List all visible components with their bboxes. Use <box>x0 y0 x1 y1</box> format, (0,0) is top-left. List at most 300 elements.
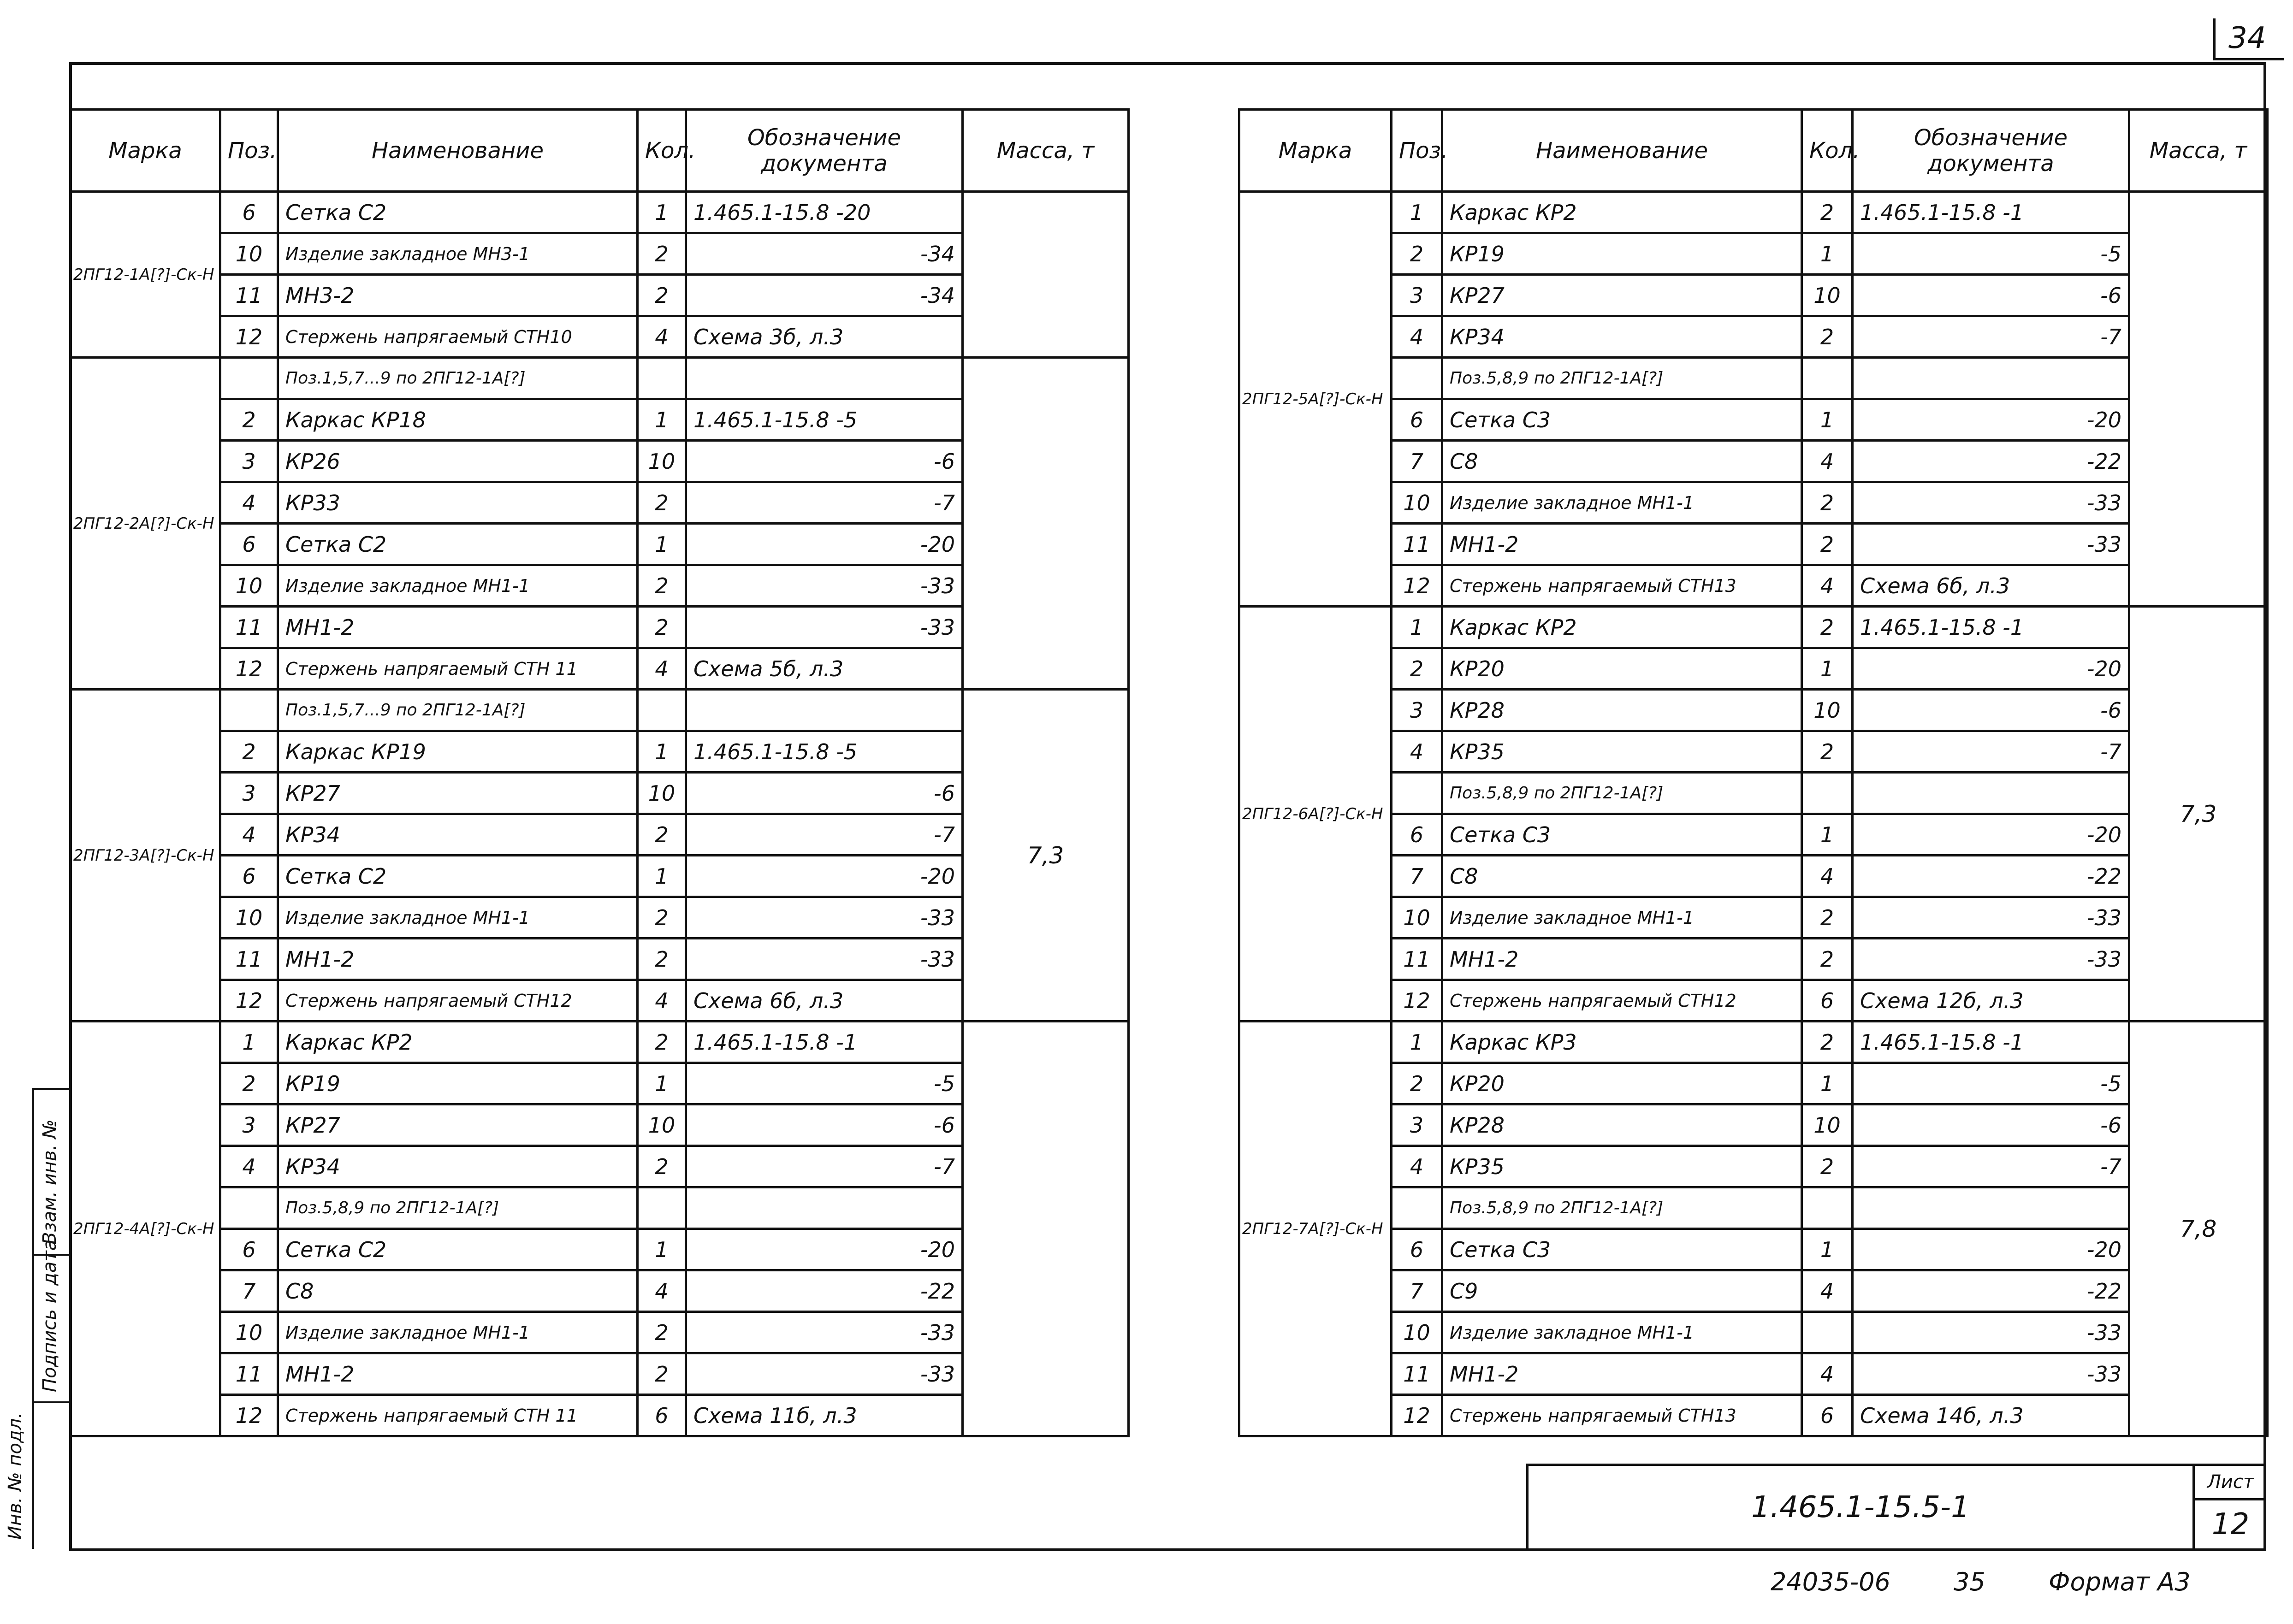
qty-cell: 1 <box>1802 648 1853 690</box>
mass-cell <box>963 192 1129 358</box>
doc-cell: -33 <box>686 565 963 607</box>
qty-cell: 6 <box>1802 1395 1853 1436</box>
doc-cell: -33 <box>686 1353 963 1395</box>
qty-cell: 10 <box>638 773 686 814</box>
name-cell: КР27 <box>278 1104 638 1146</box>
table-row <box>1239 814 2268 856</box>
table-row <box>1239 1063 2268 1104</box>
pos-cell: 11 <box>220 939 278 980</box>
qty-cell: 2 <box>1802 524 1853 565</box>
qty-cell <box>1802 773 1853 814</box>
name-cell: Каркас КР3 <box>1442 1022 1802 1063</box>
doc-cell: -6 <box>1853 275 2129 316</box>
name-cell: МН1-2 <box>278 1353 638 1395</box>
table-row <box>1239 1022 2268 1063</box>
name-cell: Стержень напрягаемый СТН 11 <box>278 648 638 690</box>
qty-cell <box>1802 358 1853 399</box>
pos-cell: 6 <box>220 856 278 897</box>
name-cell: Сетка С3 <box>1442 1229 1802 1270</box>
qty-cell: 2 <box>638 1022 686 1063</box>
name-cell: Стержень напрягаемый СТН12 <box>278 980 638 1022</box>
doc-cell: -33 <box>686 897 963 939</box>
table-row <box>1239 192 2268 233</box>
doc-cell: Схема 11б, л.3 <box>686 1395 963 1436</box>
pos-cell <box>220 358 278 399</box>
pos-cell: 10 <box>220 565 278 607</box>
doc-cell: -33 <box>1853 939 2129 980</box>
pos-cell: 11 <box>220 275 278 316</box>
mark-cell: 2ПГ12-1А[?]-Ск-Н <box>71 192 220 358</box>
page-number: 34 <box>2213 18 2284 60</box>
doc-cell: -33 <box>1853 524 2129 565</box>
name-cell: Стержень напрягаемый СТН10 <box>278 316 638 358</box>
table-row <box>1239 856 2268 897</box>
doc-cell: -33 <box>1853 1353 2129 1395</box>
name-cell: Сетка С2 <box>278 192 638 233</box>
doc-cell: 1.465.1-15.8 -5 <box>686 731 963 773</box>
pos-cell: 11 <box>220 607 278 648</box>
table-row <box>1239 1104 2268 1146</box>
mass-cell: 7,8 <box>2129 1022 2268 1436</box>
mark-cell: 2ПГ12-5А[?]-Ск-Н <box>1239 192 1392 607</box>
doc-cell: Схема 14б, л.3 <box>1853 1395 2129 1436</box>
pos-cell: 1 <box>1392 607 1442 648</box>
pos-cell: 1 <box>220 1022 278 1063</box>
pos-cell: 6 <box>220 192 278 233</box>
qty-cell: 4 <box>1802 1270 1853 1312</box>
doc-cell: -33 <box>1853 897 2129 939</box>
qty-cell: 10 <box>638 1104 686 1146</box>
copy-number: 35 <box>1954 1567 1985 1596</box>
doc-cell: -33 <box>686 939 963 980</box>
table-row <box>1239 275 2268 316</box>
approval-strip <box>0 1088 69 1549</box>
doc-cell <box>1853 358 2129 399</box>
qty-cell: 1 <box>638 399 686 441</box>
pos-cell: 2 <box>220 731 278 773</box>
name-cell: Стержень напрягаемый СТН13 <box>1442 1395 1802 1436</box>
pos-cell <box>220 1187 278 1229</box>
qty-cell: 4 <box>1802 1353 1853 1395</box>
qty-cell: 1 <box>638 1063 686 1104</box>
qty-cell: 1 <box>638 1229 686 1270</box>
pos-cell: 7 <box>1392 441 1442 482</box>
table-row <box>1239 773 2268 814</box>
doc-cell: -7 <box>686 1146 963 1187</box>
sheet-cell <box>2192 1466 2266 1549</box>
qty-cell: 2 <box>638 275 686 316</box>
table-row <box>1239 1146 2268 1187</box>
doc-cell: Схема 12б, л.3 <box>1853 980 2129 1022</box>
pos-cell: 12 <box>1392 565 1442 607</box>
qty-cell: 2 <box>638 1353 686 1395</box>
qty-cell: 2 <box>638 565 686 607</box>
name-cell: Стержень напрягаемый СТН 11 <box>278 1395 638 1436</box>
qty-cell: 2 <box>1802 897 1853 939</box>
doc-cell: -5 <box>1853 1063 2129 1104</box>
name-cell: Каркас КР2 <box>278 1022 638 1063</box>
doc-cell: -22 <box>686 1270 963 1312</box>
doc-cell: -34 <box>686 233 963 275</box>
strip-label-replace: Взам. инв. № <box>39 1119 60 1245</box>
pos-cell: 11 <box>1392 1353 1442 1395</box>
qty-cell: 4 <box>1802 856 1853 897</box>
sheet-label: Лист <box>2195 1466 2266 1500</box>
pos-cell: 4 <box>1392 731 1442 773</box>
name-cell: С9 <box>1442 1270 1802 1312</box>
qty-cell: 1 <box>638 524 686 565</box>
doc-cell: -20 <box>686 524 963 565</box>
mark-cell: 2ПГ12-2А[?]-Ск-Н <box>71 358 220 690</box>
sheet-value: 12 <box>2211 1507 2250 1541</box>
col-header-name: Наименование <box>278 110 638 192</box>
qty-cell <box>638 358 686 399</box>
pos-cell: 12 <box>220 316 278 358</box>
doc-cell: -22 <box>1853 1270 2129 1312</box>
doc-cell: -20 <box>1853 648 2129 690</box>
pos-cell: 4 <box>220 814 278 856</box>
table-row <box>1239 980 2268 1022</box>
name-cell: Поз.1,5,7...9 по 2ПГ12-1А[?] <box>278 358 638 399</box>
pos-cell: 2 <box>220 399 278 441</box>
qty-cell: 1 <box>1802 1229 1853 1270</box>
doc-cell: Схема 6б, л.3 <box>1853 565 2129 607</box>
doc-cell: 1.465.1-15.8 -1 <box>1853 1022 2129 1063</box>
pos-cell: 10 <box>220 233 278 275</box>
pos-cell: 3 <box>1392 690 1442 731</box>
doc-cell: 1.465.1-15.8 -1 <box>1853 607 2129 648</box>
pos-cell: 3 <box>1392 1104 1442 1146</box>
doc-cell: Схема 3б, л.3 <box>686 316 963 358</box>
doc-cell: -33 <box>1853 1312 2129 1353</box>
format-label: Формат А3 <box>2049 1567 2191 1596</box>
name-cell: Сетка С2 <box>278 856 638 897</box>
qty-cell: 6 <box>638 1395 686 1436</box>
pos-cell <box>1392 773 1442 814</box>
pos-cell: 4 <box>1392 1146 1442 1187</box>
doc-cell: -6 <box>686 441 963 482</box>
name-cell: Сетка С2 <box>278 1229 638 1270</box>
table-row <box>1239 731 2268 773</box>
spec-table-left-body <box>71 192 1129 1436</box>
pos-cell: 3 <box>220 1104 278 1146</box>
qty-cell: 4 <box>638 1270 686 1312</box>
doc-cell: 1.465.1-15.8 -1 <box>686 1022 963 1063</box>
pos-cell: 12 <box>220 980 278 1022</box>
name-cell: Сетка С3 <box>1442 399 1802 441</box>
qty-cell: 4 <box>1802 565 1853 607</box>
doc-cell: -22 <box>1853 856 2129 897</box>
doc-cell: -6 <box>686 1104 963 1146</box>
qty-cell: 2 <box>1802 731 1853 773</box>
table-row <box>1239 316 2268 358</box>
pos-cell: 6 <box>1392 399 1442 441</box>
pos-cell: 12 <box>220 648 278 690</box>
qty-cell: 2 <box>638 939 686 980</box>
name-cell: КР34 <box>1442 316 1802 358</box>
qty-cell: 2 <box>638 482 686 524</box>
name-cell: Каркас КР18 <box>278 399 638 441</box>
spec-table-right-body <box>1239 192 2268 1436</box>
table-row <box>1239 690 2268 731</box>
pos-cell: 10 <box>220 897 278 939</box>
name-cell: КР35 <box>1442 731 1802 773</box>
table-row <box>71 358 1129 399</box>
doc-cell: -7 <box>1853 316 2129 358</box>
name-cell: Изделие закладное МН1-1 <box>278 1312 638 1353</box>
table-row <box>1239 1187 2268 1229</box>
doc-cell <box>686 358 963 399</box>
qty-cell <box>638 690 686 731</box>
table-row <box>1239 1395 2268 1436</box>
qty-cell: 2 <box>638 897 686 939</box>
name-cell: Стержень напрягаемый СТН12 <box>1442 980 1802 1022</box>
name-cell: МН1-2 <box>278 939 638 980</box>
name-cell: КР33 <box>278 482 638 524</box>
qty-cell: 1 <box>1802 1063 1853 1104</box>
doc-cell <box>1853 773 2129 814</box>
name-cell: КР19 <box>278 1063 638 1104</box>
pos-cell: 7 <box>1392 856 1442 897</box>
name-cell: Каркас КР2 <box>1442 192 1802 233</box>
col-header-qty: Кол. <box>638 110 686 192</box>
pos-cell: 1 <box>1392 1022 1442 1063</box>
doc-cell <box>686 1187 963 1229</box>
name-cell: Каркас КР2 <box>1442 607 1802 648</box>
doc-cell: 1.465.1-15.8 -1 <box>1853 192 2129 233</box>
mark-cell: 2ПГ12-3А[?]-Ск-Н <box>71 690 220 1022</box>
strip-divider <box>32 1088 69 1090</box>
mass-cell: 7,3 <box>963 690 1129 1022</box>
name-cell: МН3-2 <box>278 275 638 316</box>
qty-cell: 1 <box>1802 399 1853 441</box>
qty-cell: 2 <box>1802 607 1853 648</box>
qty-cell: 4 <box>638 980 686 1022</box>
doc-cell: -33 <box>686 1312 963 1353</box>
doc-cell: 1.465.1-15.8 -20 <box>686 192 963 233</box>
table-row <box>1239 1229 2268 1270</box>
table-row <box>1239 1353 2268 1395</box>
pos-cell: 7 <box>220 1270 278 1312</box>
col-header-doc: Обозначение документа <box>686 110 963 192</box>
mass-cell <box>2129 192 2268 607</box>
name-cell: С8 <box>1442 856 1802 897</box>
qty-cell: 2 <box>638 814 686 856</box>
doc-cell: -6 <box>1853 1104 2129 1146</box>
mass-cell <box>963 358 1129 690</box>
pos-cell: 4 <box>1392 316 1442 358</box>
strip-divider <box>32 1401 69 1403</box>
pos-cell <box>220 690 278 731</box>
name-cell: КР34 <box>278 814 638 856</box>
name-cell: Изделие закладное МН1-1 <box>278 897 638 939</box>
qty-cell <box>638 1187 686 1229</box>
spec-table-right <box>1238 108 2269 1437</box>
qty-cell: 2 <box>638 1312 686 1353</box>
qty-cell <box>1802 1187 1853 1229</box>
table-row <box>1239 441 2268 482</box>
table-row <box>1239 399 2268 441</box>
name-cell: Поз.5,8,9 по 2ПГ12-1А[?] <box>278 1187 638 1229</box>
name-cell: КР35 <box>1442 1146 1802 1187</box>
name-cell: Поз.5,8,9 по 2ПГ12-1А[?] <box>1442 773 1802 814</box>
qty-cell: 10 <box>638 441 686 482</box>
qty-cell: 4 <box>1802 441 1853 482</box>
mass-cell <box>963 1022 1129 1436</box>
name-cell: Поз.5,8,9 по 2ПГ12-1А[?] <box>1442 1187 1802 1229</box>
qty-cell: 4 <box>638 316 686 358</box>
name-cell: Изделие закладное МН1-1 <box>1442 482 1802 524</box>
name-cell: КР19 <box>1442 233 1802 275</box>
name-cell: Стержень напрягаемый СТН13 <box>1442 565 1802 607</box>
name-cell: Сетка С3 <box>1442 814 1802 856</box>
mass-cell: 7,3 <box>2129 607 2268 1022</box>
qty-cell: 4 <box>638 648 686 690</box>
name-cell: Поз.5,8,9 по 2ПГ12-1А[?] <box>1442 358 1802 399</box>
col-header-qty: Кол. <box>1802 110 1853 192</box>
document-code: 1.465.1-15.5-1 <box>1751 1490 1970 1524</box>
table-row <box>1239 897 2268 939</box>
pos-cell: 2 <box>1392 648 1442 690</box>
table-header-row <box>1239 110 2268 192</box>
strip-label-inv: Инв. № подл. <box>5 1412 26 1540</box>
table-row <box>1239 565 2268 607</box>
table-row <box>1239 607 2268 648</box>
doc-cell: -6 <box>686 773 963 814</box>
doc-cell: -20 <box>686 856 963 897</box>
doc-cell: 1.465.1-15.8 -5 <box>686 399 963 441</box>
col-header-mark: Марка <box>1239 110 1392 192</box>
qty-cell: 2 <box>638 607 686 648</box>
pos-cell: 6 <box>1392 814 1442 856</box>
table-row <box>1239 1270 2268 1312</box>
pos-cell: 4 <box>220 482 278 524</box>
table-row <box>71 1022 1129 1063</box>
name-cell: МН1-2 <box>278 607 638 648</box>
name-cell: КР20 <box>1442 648 1802 690</box>
doc-cell: -34 <box>686 275 963 316</box>
spec-table-left <box>69 108 1130 1437</box>
doc-cell: -7 <box>686 814 963 856</box>
table-row <box>1239 648 2268 690</box>
pos-cell: 10 <box>220 1312 278 1353</box>
pos-cell <box>1392 358 1442 399</box>
table-header-row <box>71 110 1129 192</box>
pos-cell: 3 <box>220 773 278 814</box>
qty-cell: 2 <box>1802 939 1853 980</box>
archive-number: 24035-06 <box>1771 1567 1890 1596</box>
name-cell: КР28 <box>1442 1104 1802 1146</box>
qty-cell: 2 <box>638 233 686 275</box>
doc-cell: Схема 6б, л.3 <box>686 980 963 1022</box>
qty-cell: 2 <box>1802 482 1853 524</box>
pos-cell: 2 <box>1392 233 1442 275</box>
qty-cell: 10 <box>1802 1104 1853 1146</box>
pos-cell: 10 <box>1392 897 1442 939</box>
doc-cell: -33 <box>686 607 963 648</box>
pos-cell: 4 <box>220 1146 278 1187</box>
name-cell: Сетка С2 <box>278 524 638 565</box>
name-cell: С8 <box>1442 441 1802 482</box>
doc-cell: Схема 5б, л.3 <box>686 648 963 690</box>
doc-cell: -7 <box>1853 731 2129 773</box>
doc-cell: -33 <box>1853 482 2129 524</box>
name-cell: Изделие закладное МН1-1 <box>1442 897 1802 939</box>
name-cell: Изделие закладное МН1-1 <box>278 565 638 607</box>
col-header-doc: Обозначение документа <box>1853 110 2129 192</box>
qty-cell: 1 <box>638 856 686 897</box>
pos-cell: 11 <box>220 1353 278 1395</box>
pos-cell: 6 <box>1392 1229 1442 1270</box>
qty-cell: 1 <box>638 731 686 773</box>
table-row <box>1239 939 2268 980</box>
doc-cell: -6 <box>1853 690 2129 731</box>
name-cell: КР20 <box>1442 1063 1802 1104</box>
name-cell: КР26 <box>278 441 638 482</box>
pos-cell: 2 <box>220 1063 278 1104</box>
name-cell: Изделие закладное МН1-1 <box>1442 1312 1802 1353</box>
strip-label-sign: Подпись и дата <box>39 1239 60 1392</box>
pos-cell: 2 <box>1392 1063 1442 1104</box>
col-header-mark: Марка <box>71 110 220 192</box>
name-cell: Каркас КР19 <box>278 731 638 773</box>
pos-cell: 7 <box>1392 1270 1442 1312</box>
doc-cell: -20 <box>1853 814 2129 856</box>
name-cell: КР34 <box>278 1146 638 1187</box>
table-row <box>1239 1312 2268 1353</box>
doc-cell: -5 <box>1853 233 2129 275</box>
qty-cell: 2 <box>1802 192 1853 233</box>
table-row <box>1239 482 2268 524</box>
doc-cell: -7 <box>1853 1146 2129 1187</box>
table-row <box>1239 358 2268 399</box>
doc-cell <box>686 690 963 731</box>
qty-cell: 6 <box>1802 980 1853 1022</box>
qty-cell: 1 <box>1802 233 1853 275</box>
pos-cell: 11 <box>1392 939 1442 980</box>
qty-cell: 2 <box>1802 1146 1853 1187</box>
pos-cell: 1 <box>1392 192 1442 233</box>
pos-cell: 12 <box>1392 1395 1442 1436</box>
mark-cell: 2ПГ12-4А[?]-Ск-Н <box>71 1022 220 1436</box>
col-header-pos: Поз. <box>220 110 278 192</box>
qty-cell: 10 <box>1802 275 1853 316</box>
doc-cell: -20 <box>1853 1229 2129 1270</box>
qty-cell: 1 <box>1802 814 1853 856</box>
name-cell: КР27 <box>1442 275 1802 316</box>
footer <box>1771 1567 2246 1596</box>
name-cell: КР28 <box>1442 690 1802 731</box>
doc-cell: -20 <box>1853 399 2129 441</box>
pos-cell: 12 <box>1392 980 1442 1022</box>
mark-cell: 2ПГ12-7А[?]-Ск-Н <box>1239 1022 1392 1436</box>
title-block <box>1526 1464 2266 1551</box>
name-cell: С8 <box>278 1270 638 1312</box>
table-row <box>1239 233 2268 275</box>
qty-cell: 1 <box>638 192 686 233</box>
qty-cell <box>1802 1312 1853 1353</box>
qty-cell: 2 <box>1802 316 1853 358</box>
table-row <box>71 192 1129 233</box>
pos-cell: 6 <box>220 1229 278 1270</box>
pos-cell: 3 <box>1392 275 1442 316</box>
doc-cell <box>1853 1187 2129 1229</box>
pos-cell: 6 <box>220 524 278 565</box>
pos-cell: 12 <box>220 1395 278 1436</box>
pos-cell: 11 <box>1392 524 1442 565</box>
table-row <box>1239 524 2268 565</box>
col-header-mass: Масса, т <box>963 110 1129 192</box>
